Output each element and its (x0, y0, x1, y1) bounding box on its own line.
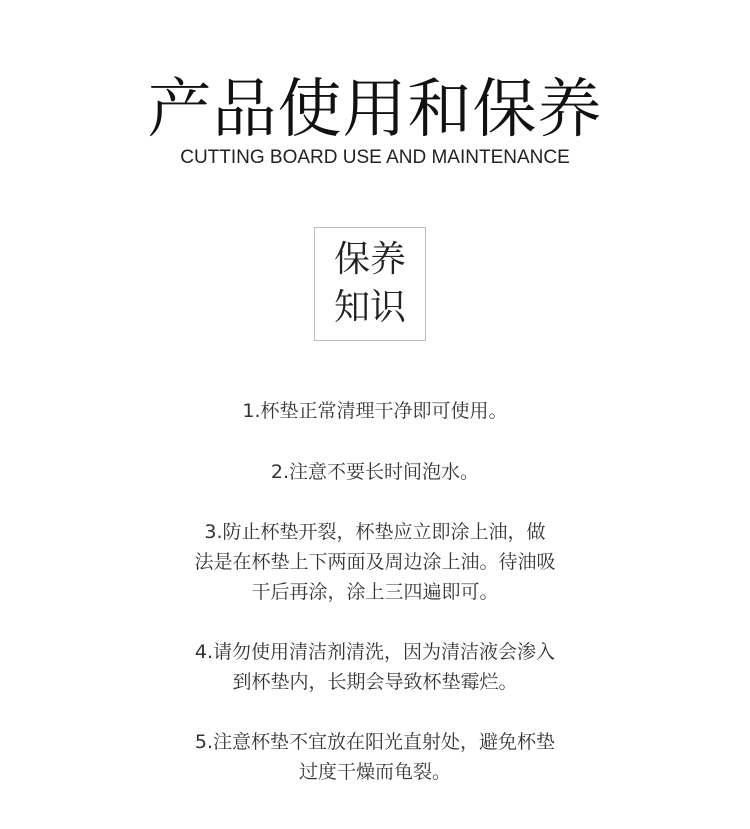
badge-line-1: 保养 (333, 239, 406, 280)
tip-2-line-1: 2.注意不要长时间泡水。 (270, 461, 480, 483)
tip-3-line-2: 法是在杯垫上下两面及周边涂上油。待油吸 (194, 551, 556, 573)
tip-1-line-1: 1.杯垫正常清理干净即可使用。 (242, 400, 508, 422)
tip-3-line-3: 干后再涂，涂上三四遍即可。 (251, 581, 499, 603)
maintenance-badge (314, 227, 426, 341)
tip-4-line-1: 4.请勿使用清洁剂清洗，因为清洁液会渗入 (194, 641, 556, 663)
tip-3-line-1: 3.防止杯垫开裂，杯垫应立即涂上油，做 (204, 521, 546, 543)
badge-line-2: 知识 (333, 287, 406, 328)
tip-5-line-1: 5.注意杯垫不宜放在阳光直射处，避免杯垫 (194, 731, 556, 753)
page-title: 产品使用和保养 (147, 73, 603, 147)
page-subtitle: CUTTING BOARD USE AND MAINTENANCE (180, 147, 570, 168)
tip-4-line-2: 到杯垫内，长期会导致杯垫霉烂。 (232, 671, 518, 693)
tip-5-line-2: 过度干燥而龟裂。 (298, 761, 451, 783)
